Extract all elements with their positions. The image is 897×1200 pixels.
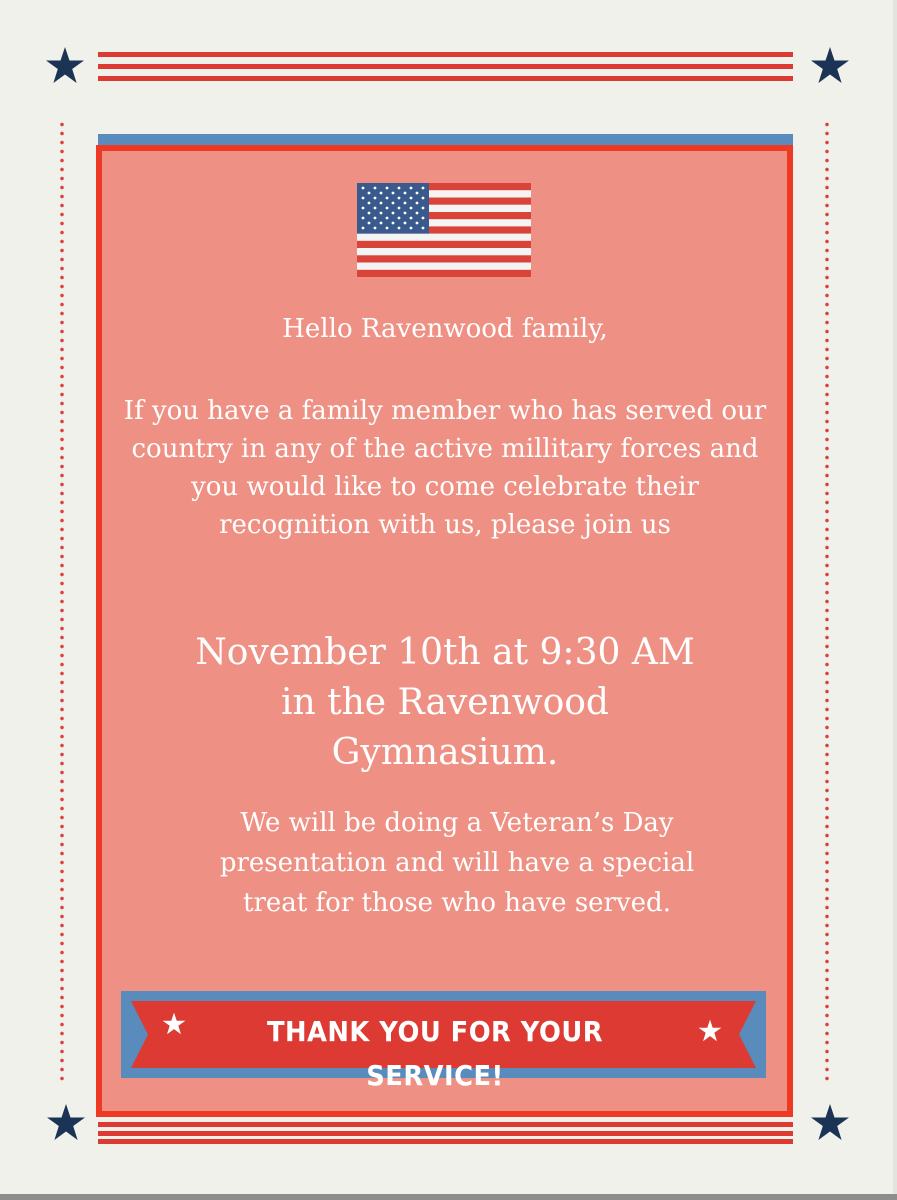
bottom-stripes (98, 1122, 793, 1144)
left-dotted-border (60, 120, 64, 1085)
page-edge (893, 0, 897, 1200)
star-icon (162, 1012, 186, 1036)
banner-title: THANK YOU FOR YOUR SERVICE! (266, 1015, 604, 1092)
star-icon (698, 1019, 722, 1043)
right-dotted-border (825, 120, 829, 1085)
us-flag-icon (357, 183, 531, 277)
star-icon (810, 46, 850, 86)
greeting: Hello Ravenwood family, (282, 314, 608, 344)
star-icon (810, 1103, 850, 1143)
star-icon (46, 1103, 86, 1143)
presentation-text: We will be doing a Veteran’s Day presentation and will have a special treat for those who have served. (219, 808, 695, 918)
star-icon (45, 46, 85, 86)
bottom-edge (0, 1194, 897, 1200)
invitation-text: If you have a family member who has served our country in any of the active millitary forces and you would like to come celebrate their recognition with us, please join us (123, 396, 767, 540)
event-details: November 10th at 9:30 AM in the Ravenwood Gymnasium. (195, 632, 695, 773)
top-stripes (98, 52, 793, 84)
